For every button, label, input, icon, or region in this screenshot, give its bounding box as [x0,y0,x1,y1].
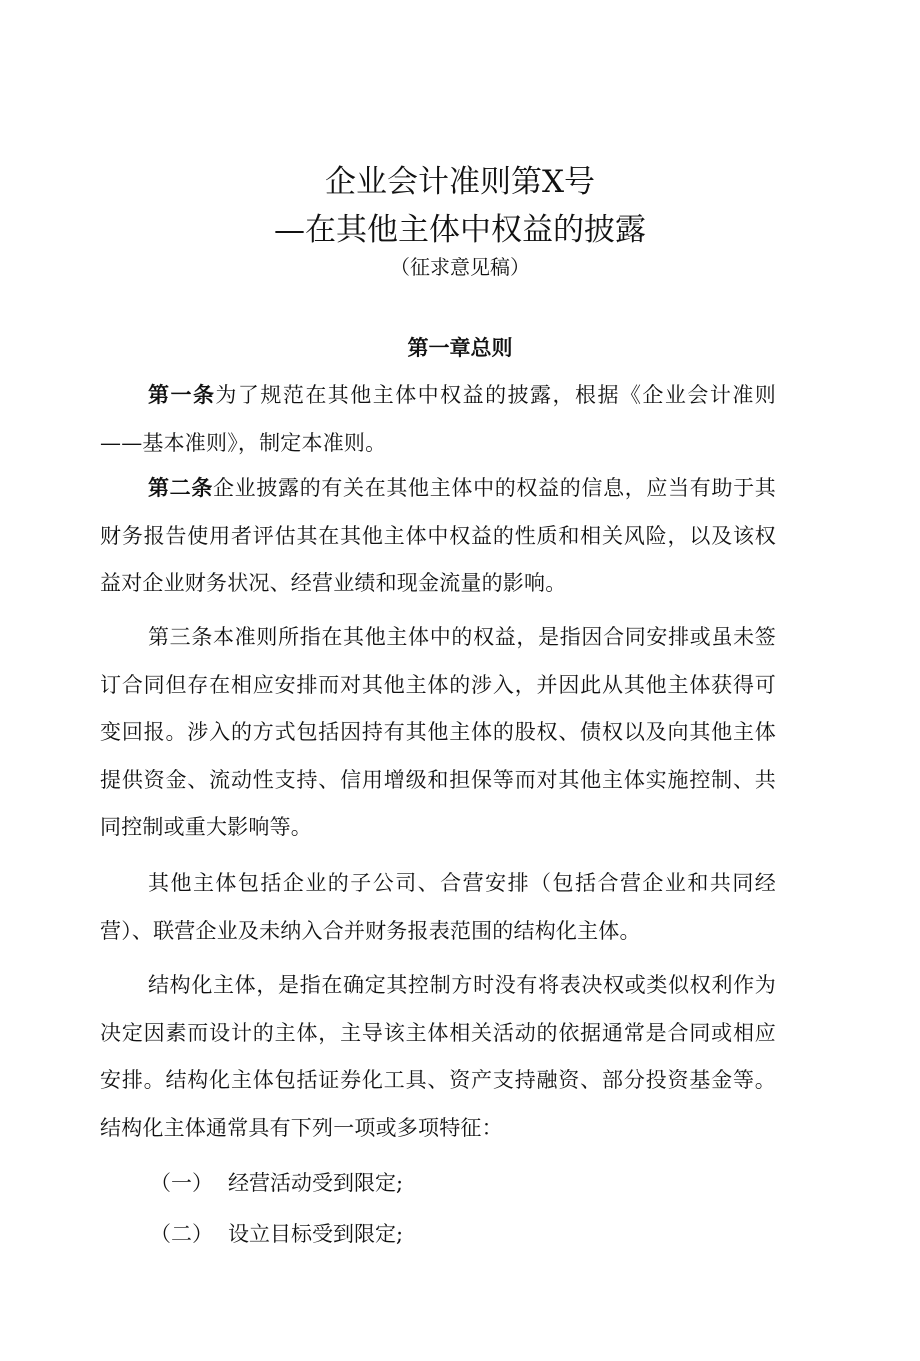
article-1-label: 第一条 [148,382,216,407]
article-3-paragraph: 第三条本准则所指在其他主体中的权益，是指因合同安排或虽未签订合同但存在相应安排而对其他主体的涉入，并因此从其他主体获得可变回报。涉入的方式包括因持有其他主体的股权、债权以及向其他主体提供资金、流动性支持、信用增级和担保等而对其他主体实施控制、共同控制或重大影响等。 [100,625,776,839]
article-1-text: 为了规范在其他主体中权益的披露，根据《企业会计准则——基本准则》，制定本准则。 [100,383,776,455]
other-entities-paragraph: 其他主体包括企业的子公司、合营安排（包括合营企业和共同经营）、联营企业及未纳入合并财务报表范围的结构化主体。 [100,871,776,943]
list-item [150,1218,403,1250]
list-item-text: 经营活动受到限定; [228,1171,404,1195]
list-item-number: （二） [150,1222,213,1246]
chapter-heading: 第一章总则 [407,335,513,360]
list-item-number: （一） [150,1171,213,1195]
document-title-line1: 企业会计准则第X号 [324,164,596,200]
structured-entity-paragraph: 结构化主体，是指在确定其控制方时没有将表决权或类似权利作为决定因素而设计的主体，主导该主体相关活动的依据通常是合同或相应安排。结构化主体包括证券化工具、资产支持融资、部分投资基金等。结构化主体通常具有下列一项或多项特征： [100,973,776,1140]
article-2-label: 第二条 [148,475,214,500]
list-item-text: 设立目标受到限定; [228,1222,404,1246]
list-item [150,1167,403,1199]
article-2-text: 企业披露的有关在其他主体中的权益的信息，应当有助于其财务报告使用者评估其在其他主体中权益的性质和相关风险，以及该权益对企业财务状况、经营业绩和现金流量的影响。 [100,476,776,595]
document-title-line2: —在其他主体中权益的披露 [274,212,646,248]
article-2-paragraph [100,464,776,608]
document-subtitle: （征求意见稿） [390,255,530,279]
article-1-paragraph [100,371,776,467]
